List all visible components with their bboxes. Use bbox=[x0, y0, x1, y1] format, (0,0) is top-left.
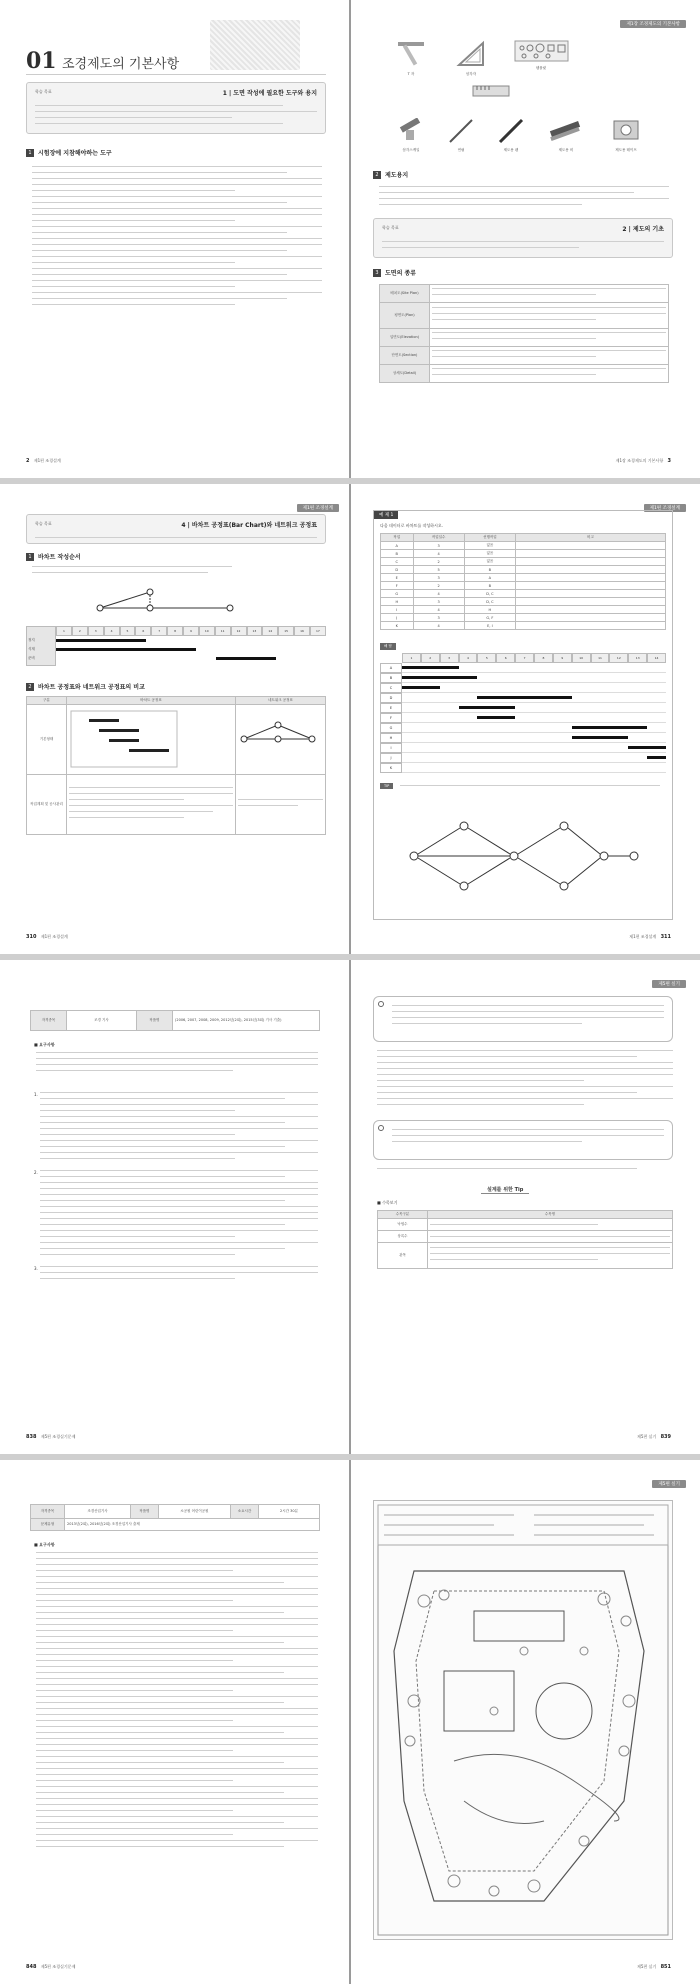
gantt-row-label: D bbox=[380, 693, 402, 703]
section-number: 2 bbox=[373, 171, 381, 179]
gantt-day-header: 8 bbox=[167, 626, 183, 636]
table-row: C 2 없음 bbox=[381, 558, 666, 566]
gantt-day-header: 4 bbox=[104, 626, 120, 636]
gantt-row-label: 준비 bbox=[28, 656, 35, 660]
tool-label: 삼각자 bbox=[465, 72, 477, 76]
note-body bbox=[382, 241, 664, 248]
template-tool bbox=[511, 40, 571, 71]
gantt-row-label: 정지 bbox=[28, 638, 35, 642]
table-row: 배치도(Site Plan) bbox=[380, 285, 669, 303]
table-row: 낙엽수 bbox=[378, 1219, 673, 1231]
gantt-day-header: 9 bbox=[183, 626, 199, 636]
section-heading bbox=[26, 682, 145, 691]
page-2 bbox=[0, 0, 349, 478]
gantt-day-header: 12 bbox=[231, 626, 247, 636]
requirements-label: ■ 요구사항 bbox=[34, 1542, 55, 1547]
page-number: 2 bbox=[26, 458, 30, 464]
gantt-row-label: H bbox=[380, 733, 402, 743]
t-square-icon bbox=[396, 40, 426, 68]
gantt-row-label: G bbox=[380, 723, 402, 733]
gantt-bar bbox=[572, 736, 629, 739]
page-3 bbox=[351, 0, 700, 478]
network-diagram bbox=[404, 811, 644, 901]
pencil-tool bbox=[391, 118, 431, 153]
gantt-day-header: 6 bbox=[135, 626, 151, 636]
learning-goal-box bbox=[26, 514, 326, 544]
answer-label: 해 답 bbox=[380, 643, 396, 650]
table-row: 기본형태 bbox=[27, 705, 326, 775]
table-row: H 3 D, C bbox=[381, 598, 666, 606]
tip-subtitle: ■ 수목보기 bbox=[377, 1200, 398, 1205]
tip-label: TIP bbox=[380, 783, 393, 789]
running-footer: 제5편 실기 bbox=[637, 1434, 657, 1439]
item-1-text bbox=[40, 1092, 318, 1164]
table-row: 관목 bbox=[378, 1243, 673, 1269]
mini-network-chart bbox=[238, 719, 318, 759]
page-310 bbox=[0, 484, 349, 954]
section-title: 제도용지 bbox=[385, 172, 409, 179]
gantt-row-label: C bbox=[380, 683, 402, 693]
note-marker-icon bbox=[378, 1001, 384, 1007]
tool-label: 템플릿 bbox=[535, 66, 547, 70]
header-tab: 제1장 조경제도의 기본사항 bbox=[620, 20, 686, 28]
gantt-day-header: 7 bbox=[515, 653, 534, 663]
header-tab: 제5편 실기 bbox=[652, 980, 686, 988]
network-diagram bbox=[90, 584, 240, 620]
gantt-bar bbox=[647, 756, 666, 759]
header-tab: 제1편 조경설계 bbox=[297, 504, 339, 512]
note-box-a bbox=[373, 996, 673, 1042]
gantt-row-grid bbox=[402, 713, 666, 723]
gantt-day-header: 1 bbox=[56, 626, 72, 636]
gantt-row-label: F bbox=[380, 713, 402, 723]
gantt-bar bbox=[477, 696, 571, 699]
table-row: I 4 H bbox=[381, 606, 666, 614]
note-label: 학습 목표 bbox=[35, 521, 52, 526]
table-row: 단면도(Section) bbox=[380, 347, 669, 365]
tape-tool bbox=[601, 118, 651, 153]
section-number: 1 bbox=[26, 149, 34, 157]
brush-icon bbox=[396, 118, 426, 144]
gantt-day-header: 14 bbox=[262, 626, 278, 636]
page-folio bbox=[637, 1434, 674, 1440]
gantt-day-header: 8 bbox=[534, 653, 553, 663]
page-number: 848 bbox=[26, 1964, 37, 1970]
example-question: 다음 데이터로 바차트를 작성하시오. bbox=[380, 523, 444, 528]
gantt-day-header: 12 bbox=[609, 653, 628, 663]
running-footer: 제1장 조경제도의 기본사항 bbox=[615, 458, 664, 463]
gantt-day-header: 14 bbox=[647, 653, 666, 663]
scale-ruler-icon bbox=[471, 80, 511, 102]
mini-bar-chart bbox=[69, 709, 179, 769]
section-title: 도면의 종류 bbox=[385, 270, 417, 277]
note-body bbox=[35, 537, 317, 538]
activity-table bbox=[380, 533, 666, 630]
gantt-day-header: 2 bbox=[421, 653, 440, 663]
section-number: 2 bbox=[26, 683, 34, 691]
duster-brush-icon bbox=[546, 118, 586, 144]
gantt-day-header: 11 bbox=[215, 626, 231, 636]
gantt-row-label: I bbox=[380, 743, 402, 753]
tool-label: 제도용 테이프 bbox=[615, 148, 637, 152]
gantt-day-header: 10 bbox=[199, 626, 215, 636]
tool-label: 제도용 비 bbox=[558, 148, 574, 152]
page-number: 3 bbox=[667, 458, 671, 464]
tool-label: 제도용 펜 bbox=[503, 148, 519, 152]
gantt-bar bbox=[402, 666, 459, 669]
page-folio bbox=[629, 934, 674, 940]
table-row: 문제유형 2013년(2회), 2016년(2회) 조경산업기사 출제 bbox=[31, 1519, 320, 1531]
pen-tool bbox=[441, 118, 481, 153]
note-title: 4 | 바차트 공정표(Bar Chart)와 네트워크 공정표 bbox=[181, 522, 317, 529]
gantt-chart-1 bbox=[26, 626, 326, 666]
comparison-table bbox=[26, 696, 326, 835]
triangle-icon bbox=[456, 40, 486, 68]
gantt-row-grid bbox=[402, 683, 666, 693]
gantt-day-header: 6 bbox=[496, 653, 515, 663]
pencil-icon bbox=[446, 118, 476, 144]
running-footer: 제5편 조경실기문제 bbox=[40, 1434, 76, 1439]
page-839 bbox=[351, 960, 700, 1454]
chapter-number: 01 bbox=[26, 48, 57, 74]
running-footer: 제5편 실기 bbox=[637, 1964, 657, 1969]
table-row: J 3 G, F bbox=[381, 614, 666, 622]
spread-2 bbox=[0, 484, 700, 954]
site-plan-sketch bbox=[374, 1501, 672, 1939]
example-box bbox=[373, 510, 673, 920]
gantt-bar bbox=[56, 639, 146, 642]
tip-title: 설계를 위한 Tip bbox=[481, 1186, 529, 1194]
gantt-row-grid bbox=[402, 703, 666, 713]
page-851 bbox=[351, 1460, 700, 1984]
table-row: 자격종목 조경 기사 작품명 (2006, 2007, 2008, 2009, 2012년(2회), 2015년(3회) 기사 기출) bbox=[31, 1011, 320, 1031]
gantt-day-header: 16 bbox=[294, 626, 310, 636]
pen-icon bbox=[496, 118, 526, 144]
section-heading bbox=[373, 170, 408, 179]
gantt-row-grid bbox=[402, 743, 666, 753]
page-number: 310 bbox=[26, 934, 37, 940]
gantt-bar bbox=[628, 746, 666, 749]
gantt-day-header: 9 bbox=[553, 653, 572, 663]
spread-1 bbox=[0, 0, 700, 478]
tool-label: 연필 bbox=[457, 148, 465, 152]
decorative-photo bbox=[210, 20, 300, 70]
table-row: 평면도(Plan) bbox=[380, 303, 669, 329]
section-title: 바차트 공정표와 네트워크 공정표의 비교 bbox=[38, 684, 145, 691]
section-number: 1 bbox=[26, 553, 34, 561]
chapter-rule bbox=[26, 74, 326, 75]
table-row: D 5 B bbox=[381, 566, 666, 574]
requirements-intro bbox=[36, 1052, 318, 1076]
note-title: 2 | 제도의 기초 bbox=[622, 226, 664, 233]
gantt-bar bbox=[56, 648, 196, 651]
item-1: 1. bbox=[34, 1092, 38, 1097]
item-2: 2. bbox=[34, 1170, 38, 1175]
gantt-bar bbox=[216, 657, 276, 660]
section-title: 시험장에 지참해야하는 도구 bbox=[38, 150, 112, 157]
gantt-day-header: 10 bbox=[572, 653, 591, 663]
page-number: 311 bbox=[660, 934, 671, 940]
tool-label: 삼각스케일 bbox=[402, 148, 420, 152]
table-row: G 4 D, C bbox=[381, 590, 666, 598]
running-footer: 제1편 조경설계 bbox=[40, 934, 68, 939]
note-label: 학습 목표 bbox=[35, 89, 52, 94]
gantt-day-header: 11 bbox=[591, 653, 610, 663]
gantt-day-header: 2 bbox=[72, 626, 88, 636]
requirements-text bbox=[36, 1552, 318, 1852]
gantt-row-label: K bbox=[380, 763, 402, 773]
gantt-bar bbox=[572, 726, 647, 729]
page-folio bbox=[616, 458, 674, 464]
page-number: 839 bbox=[660, 1434, 671, 1440]
tool-label: T 자 bbox=[407, 72, 415, 76]
page-folio bbox=[26, 1434, 75, 1440]
gantt-row-grid bbox=[402, 753, 666, 763]
section-title: 바차트 작성순서 bbox=[38, 554, 81, 561]
note-title: 1 | 도면 작성에 필요한 도구와 용지 bbox=[222, 90, 317, 97]
body-text bbox=[377, 1168, 673, 1174]
note-body bbox=[35, 105, 317, 124]
gantt-day-header: 17 bbox=[310, 626, 326, 636]
requirements-label: ■ 요구사항 bbox=[34, 1042, 55, 1047]
table-row: 작업계획 및 공사관리 bbox=[27, 775, 326, 835]
table-header-row: 수목구분 수목명 bbox=[378, 1211, 673, 1219]
page-folio bbox=[26, 1964, 75, 1970]
table-header-row: 작업 작업일수 선행작업 비고 bbox=[381, 534, 666, 542]
body-text bbox=[32, 566, 232, 578]
table-row: B 4 없음 bbox=[381, 550, 666, 558]
header-tab: 제1편 조경설계 bbox=[644, 504, 686, 512]
table-row: 상록수 bbox=[378, 1231, 673, 1243]
table-row: K 4 E, I bbox=[381, 622, 666, 630]
running-footer: 제1편 조경설계 bbox=[33, 458, 61, 463]
table-row: 상세도(Detail) bbox=[380, 365, 669, 383]
page-number: 838 bbox=[26, 1434, 37, 1440]
item-2-text bbox=[40, 1170, 318, 1260]
gantt-row-label: 식재 bbox=[28, 647, 35, 651]
page-folio bbox=[26, 934, 68, 940]
page-folio bbox=[26, 458, 61, 464]
drawing-types-table bbox=[379, 284, 669, 383]
drafting-tools-illustration bbox=[371, 40, 671, 160]
table-row: F 2 B bbox=[381, 582, 666, 590]
running-footer: 제5편 조경실기문제 bbox=[40, 1964, 76, 1969]
table-header-row: 구분 바차트 공정표 네트워크 공정표 bbox=[27, 697, 326, 705]
gantt-day-header: 15 bbox=[278, 626, 294, 636]
template-icon bbox=[514, 40, 569, 62]
gantt-day-header: 3 bbox=[88, 626, 104, 636]
chapter-title: 조경제도의 기본사항 bbox=[62, 57, 180, 72]
drafting-pen-tool bbox=[491, 118, 531, 153]
section-heading bbox=[26, 148, 112, 157]
spread-3 bbox=[0, 960, 700, 1454]
page-folio bbox=[637, 1964, 674, 1970]
example-title: 예 제 1 bbox=[374, 511, 398, 519]
section-number: 3 bbox=[373, 269, 381, 277]
spread-4 bbox=[0, 1460, 700, 1984]
answer-gantt-chart bbox=[380, 653, 666, 773]
table-row: 자격종목 조경산업기사 작품명 소공원 어린이공원 소요시간 2시간 30분 bbox=[31, 1505, 320, 1519]
page-848 bbox=[0, 1460, 349, 1984]
note-box-b bbox=[373, 1120, 673, 1160]
tip-text bbox=[400, 785, 660, 791]
learning-goal-box bbox=[26, 82, 326, 134]
brush-tool bbox=[541, 118, 591, 153]
running-footer: 제1편 조경설계 bbox=[629, 934, 657, 939]
gantt-day-header: 1 bbox=[402, 653, 421, 663]
body-text bbox=[379, 186, 669, 210]
table-row: 입면도(Elevation) bbox=[380, 329, 669, 347]
scale-ruler-tool bbox=[461, 80, 521, 106]
body-text bbox=[377, 1050, 673, 1110]
body-text bbox=[32, 166, 322, 310]
note-marker-icon bbox=[378, 1125, 384, 1131]
header-tab: 제5편 실기 bbox=[652, 1480, 686, 1488]
site-plan-drawing bbox=[373, 1500, 673, 1940]
gantt-day-header: 3 bbox=[440, 653, 459, 663]
gantt-day-header: 5 bbox=[477, 653, 496, 663]
gantt-day-header: 7 bbox=[151, 626, 167, 636]
exam-info-table bbox=[30, 1010, 320, 1031]
gantt-row-label: B bbox=[380, 673, 402, 683]
page-311 bbox=[351, 484, 700, 954]
item-3-text bbox=[40, 1266, 318, 1284]
tape-icon bbox=[611, 118, 641, 144]
section-heading bbox=[373, 268, 416, 277]
gantt-row-grid bbox=[402, 763, 666, 773]
gantt-bar bbox=[402, 686, 440, 689]
item-3: 3. bbox=[34, 1266, 38, 1271]
gantt-row-label: A bbox=[380, 663, 402, 673]
learning-goal-box bbox=[373, 218, 673, 258]
gantt-day-header: 5 bbox=[120, 626, 136, 636]
t-square-tool bbox=[391, 40, 431, 77]
gantt-row-label: J bbox=[380, 753, 402, 763]
gantt-day-header: 4 bbox=[459, 653, 478, 663]
triangle-tool bbox=[451, 40, 491, 77]
tree-table bbox=[377, 1210, 673, 1269]
gantt-bar bbox=[459, 706, 516, 709]
exam-info-table bbox=[30, 1504, 320, 1531]
gantt-day-header: 13 bbox=[628, 653, 647, 663]
gantt-row-label: E bbox=[380, 703, 402, 713]
table-row: A 3 없음 bbox=[381, 542, 666, 550]
table-row: E 3 A bbox=[381, 574, 666, 582]
gantt-bar bbox=[477, 716, 515, 719]
gantt-bar bbox=[402, 676, 477, 679]
section-heading bbox=[26, 552, 81, 561]
note-label: 학습 목표 bbox=[382, 225, 399, 230]
gantt-day-header: 13 bbox=[247, 626, 263, 636]
page-838 bbox=[0, 960, 349, 1454]
page-number: 851 bbox=[660, 1964, 671, 1970]
